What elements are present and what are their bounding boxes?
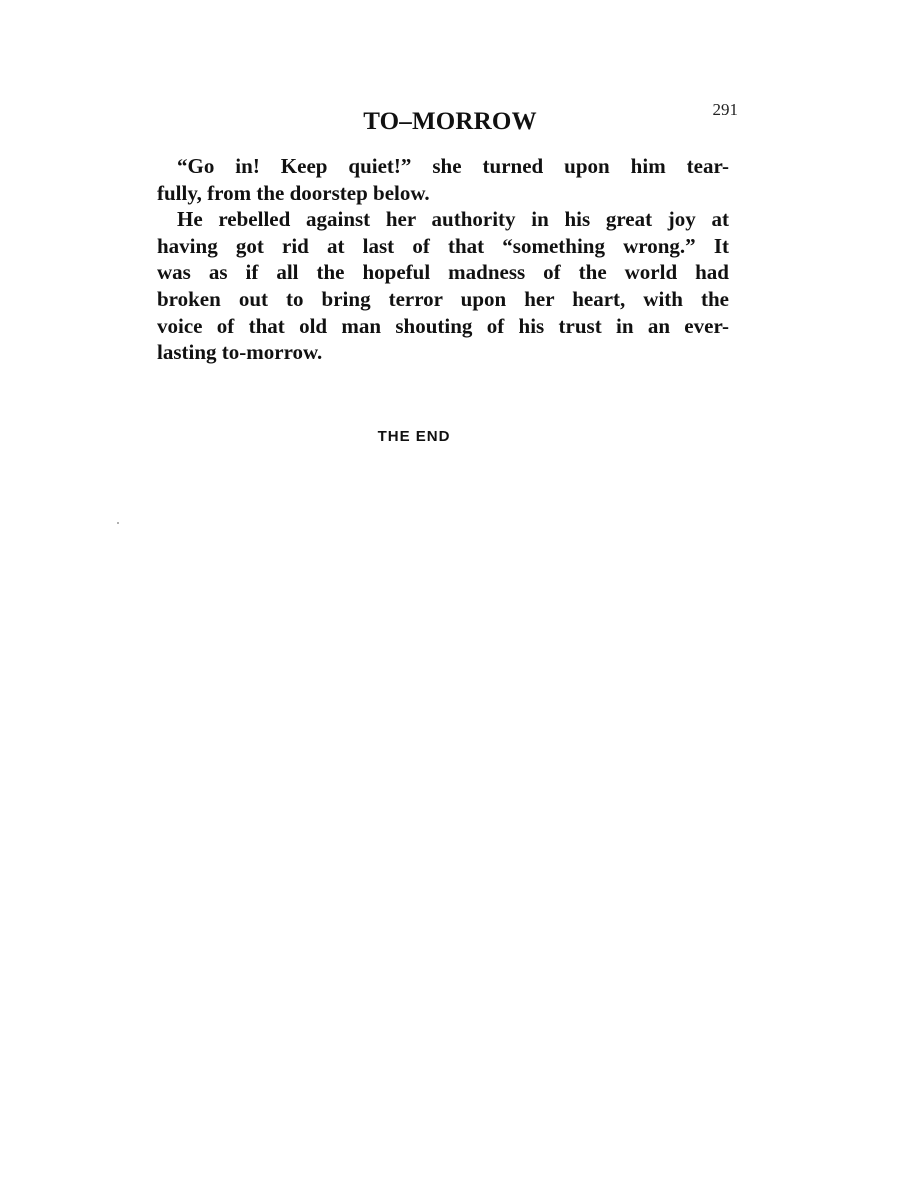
text-line: voice of that old man shouting of his trust in an ever- [157,313,729,338]
running-head-title: TO–MORROW [363,108,537,135]
text-line: He rebelled against her authority in his great joy at [177,207,729,232]
body-text [157,153,729,366]
text-line: having got rid at last of that “something wrong.” It [157,233,729,258]
text-line: was as if all the hopeful madness of the world had [157,260,729,285]
end-mark: THE END [377,428,451,445]
text-line: “Go in! Keep quiet!” she turned upon him tear- [177,154,729,178]
page-number: 291 [712,100,738,119]
text-line: lasting to-morrow. [157,340,323,365]
text-line: broken out to bring terror upon her heart, with the [157,286,729,311]
text-line: fully, from the doorstep below. [157,180,430,205]
scan-speck [117,522,119,524]
